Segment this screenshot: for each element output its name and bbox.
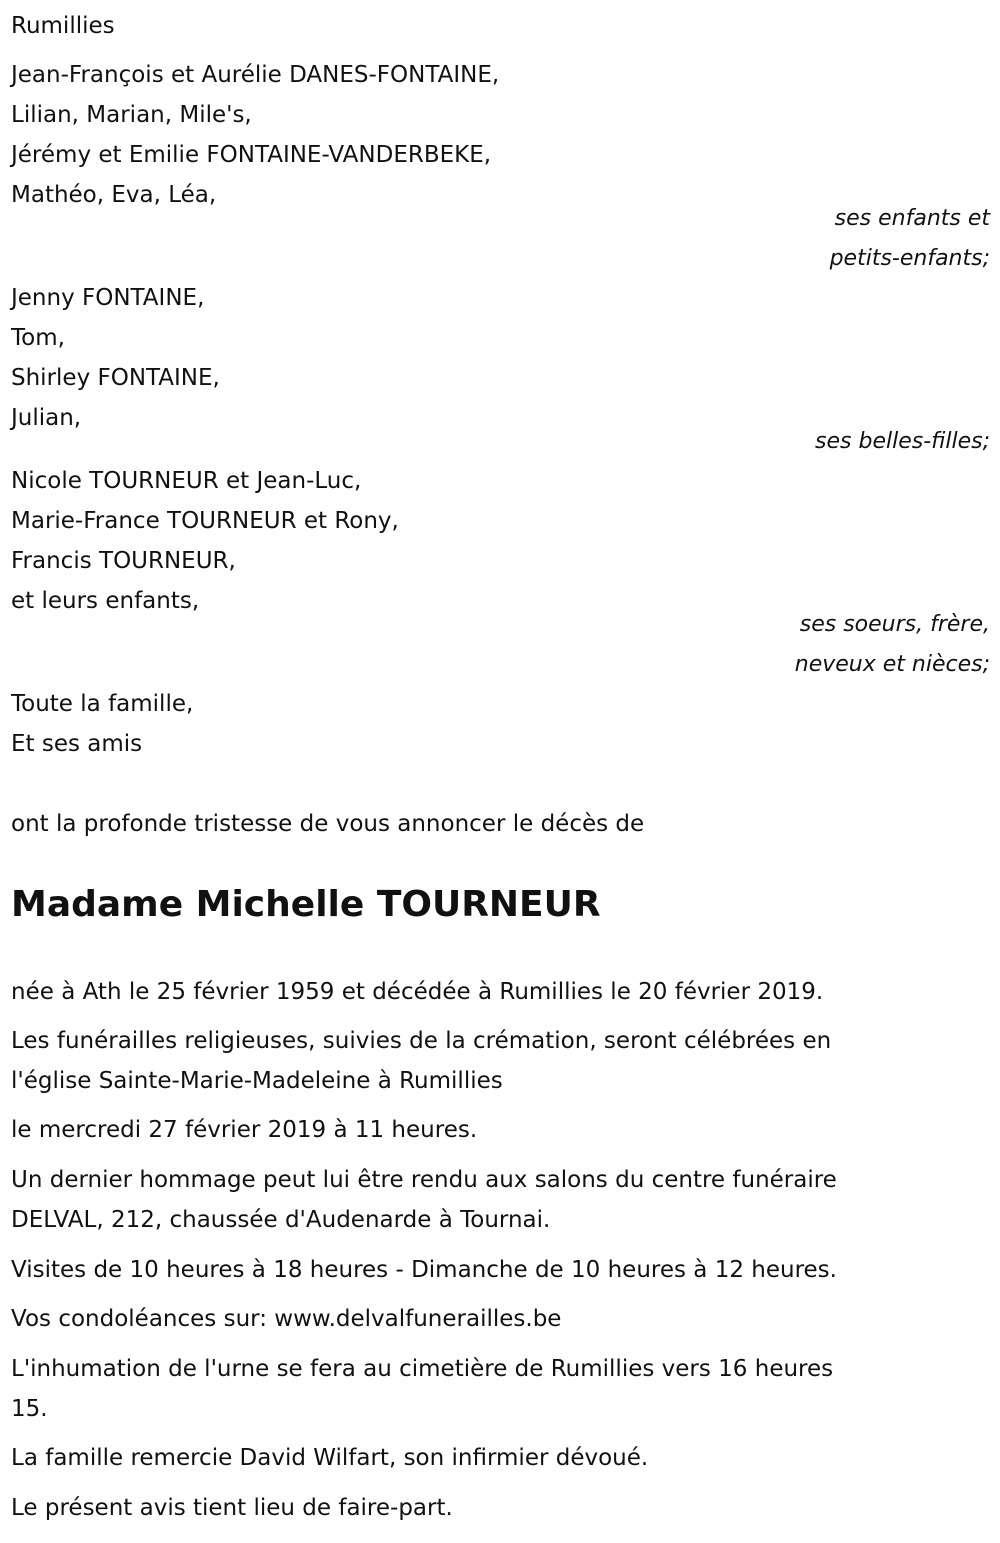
siblings-name-line: Marie-France TOURNEUR et Rony, bbox=[11, 508, 399, 534]
burial-line: 15. bbox=[11, 1396, 48, 1422]
children-name-line: Lilian, Marian, Mile's, bbox=[11, 102, 252, 128]
daughters-in-law-name-line: Tom, bbox=[11, 325, 65, 351]
announcement: ont la profonde tristesse de vous annoncer le décès de bbox=[11, 811, 645, 837]
daughters-in-law-name-line: Jenny FONTAINE, bbox=[11, 285, 205, 311]
burial-line: L'inhumation de l'urne se fera au cimetière de Rumillies vers 16 heures bbox=[11, 1356, 834, 1382]
thanks-line: La famille remercie David Wilfart, son infirmier dévoué. bbox=[11, 1445, 649, 1471]
notice-line: Le présent avis tient lieu de faire-part. bbox=[11, 1495, 453, 1521]
children-name-line: Jean-François et Aurélie DANES-FONTAINE, bbox=[11, 62, 500, 88]
siblings-role-line: neveux et nièces; bbox=[794, 652, 990, 677]
daughters-in-law-role: ses belles-filles; bbox=[815, 429, 990, 454]
daughters-in-law-name-line: Shirley FONTAINE, bbox=[11, 365, 220, 391]
birth-death-line: née à Ath le 25 février 1959 et décédée à Rumillies le 20 février 2019. bbox=[11, 979, 824, 1005]
funeral-date: le mercredi 27 février 2019 à 11 heures. bbox=[11, 1117, 478, 1143]
place: Rumillies bbox=[11, 13, 115, 39]
family-line: Toute la famille, bbox=[11, 691, 194, 717]
siblings-name-line: et leurs enfants, bbox=[11, 588, 200, 614]
visits-line: Visites de 10 heures à 18 heures - Dimanche de 10 heures à 12 heures. bbox=[11, 1257, 837, 1283]
deceased-name: Madame Michelle TOURNEUR bbox=[11, 884, 601, 925]
daughters-in-law-name-line: Julian, bbox=[11, 405, 82, 431]
friends-line: Et ses amis bbox=[11, 731, 143, 757]
children-role-line: petits-enfants; bbox=[829, 246, 990, 271]
tribute-line: DELVAL, 212, chaussée d'Audenarde à Tournai. bbox=[11, 1207, 551, 1233]
condolences-line: Vos condoléances sur: www.delvalfunerailles.be bbox=[11, 1306, 562, 1332]
children-name-line: Jérémy et Emilie FONTAINE-VANDERBEKE, bbox=[11, 142, 492, 168]
siblings-name-line: Francis TOURNEUR, bbox=[11, 548, 236, 574]
children-role-line: ses enfants et bbox=[834, 206, 990, 231]
siblings-name-line: Nicole TOURNEUR et Jean-Luc, bbox=[11, 468, 362, 494]
siblings-role-line: ses soeurs, frère, bbox=[799, 612, 990, 637]
children-name-line: Mathéo, Eva, Léa, bbox=[11, 182, 217, 208]
funeral-line: Les funérailles religieuses, suivies de la crémation, seront célébrées en bbox=[11, 1028, 832, 1054]
funeral-line: l'église Sainte-Marie-Madeleine à Rumillies bbox=[11, 1068, 503, 1094]
tribute-line: Un dernier hommage peut lui être rendu aux salons du centre funéraire bbox=[11, 1167, 837, 1193]
